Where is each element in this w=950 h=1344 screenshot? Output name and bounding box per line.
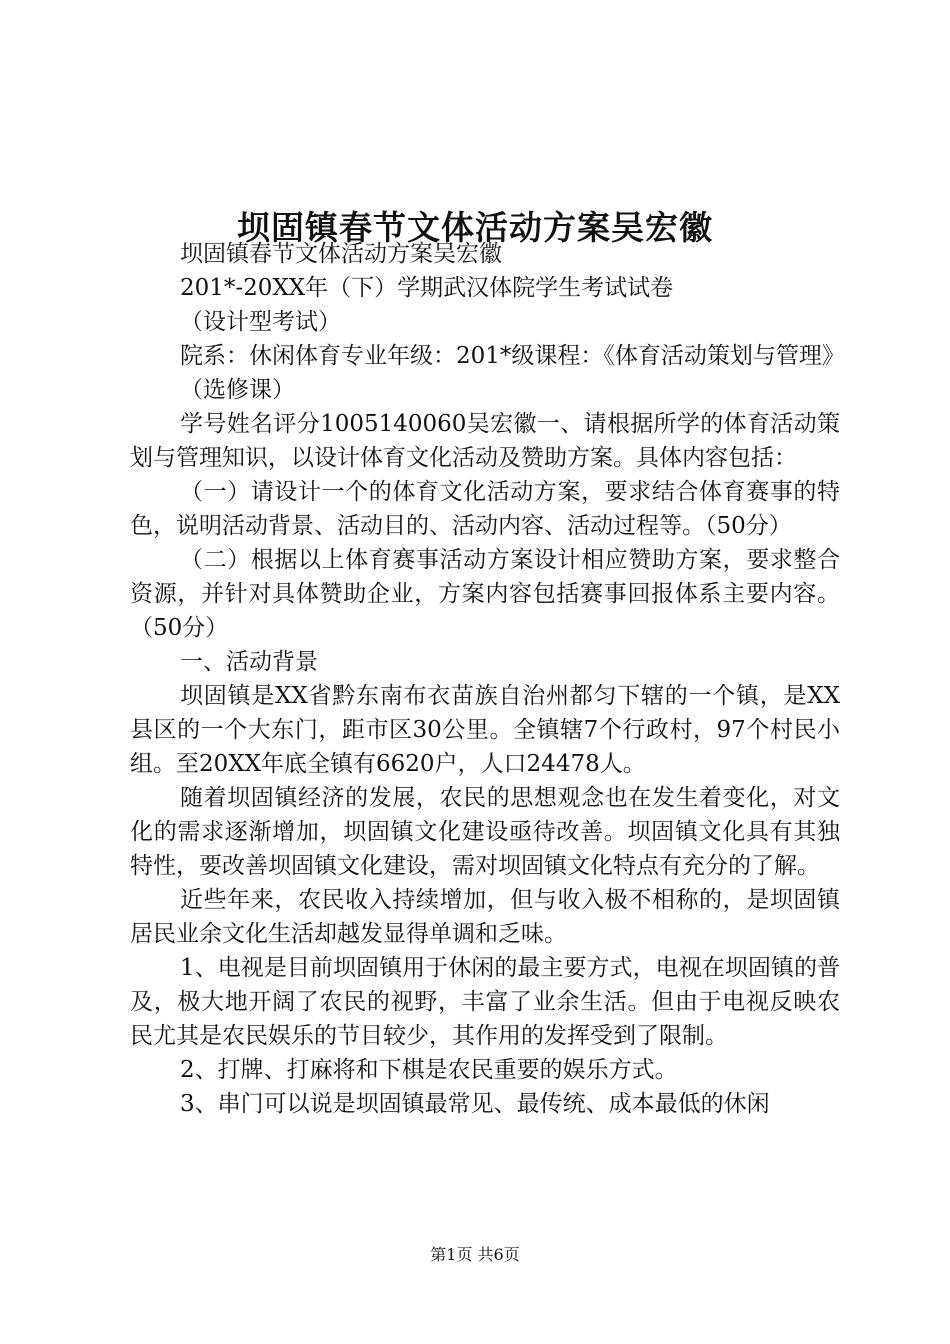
paragraph: 坝固镇春节文体活动方案吴宏徽 [180, 241, 502, 267]
page-number-footer: 第1页 共6页 [430, 1245, 520, 1264]
paragraph: 学号姓名评分1005140060吴宏徽一、请根据所学的体育活动策划与管理知识，以设计体育文化活动及赞助方案。具体内容包括： [130, 411, 840, 471]
paragraph: （设计型考试） [180, 309, 341, 335]
paragraph: 一、活动背景 [180, 649, 318, 675]
paragraph: 201*-20XX年（下）学期武汉体院学生考试试卷 [180, 275, 674, 301]
paragraph: 3、串门可以说是坝固镇最常见、最传统、成本最低的休闲 [180, 1091, 770, 1117]
document-body [130, 237, 845, 1121]
paragraph: 随着坝固镇经济的发展，农民的思想观念也在发生着变化，对文化的需求逐渐增加，坝固镇文化建设亟待改善。坝固镇文化具有其独特性，要改善坝固镇文化建设，需对坝固镇文化特点有充分的了解。 [130, 785, 840, 879]
paragraph: 坝固镇是XX省黔东南布衣苗族自治州都匀下辖的一个镇，是XX县区的一个大东门，距市区30公里。全镇辖7个行政村，97个村民小组。至20XX年底全镇有6620户，人口24478人。 [130, 683, 840, 777]
paragraph: （一）请设计一个的体育文化活动方案，要求结合体育赛事的特色，说明活动背景、活动目的、活动内容、活动过程等。（50分） [130, 479, 840, 539]
paragraph: 2、打牌、打麻将和下棋是农民重要的娱乐方式。 [180, 1057, 678, 1083]
paragraph: 近些年来，农民收入持续增加，但与收入极不相称的，是坝固镇居民业余文化生活却越发显得单调和乏味。 [130, 887, 840, 947]
paragraph: （选修课） [180, 377, 295, 403]
paragraph: 院系：休闲体育专业年级：201*级课程：《体育活动策划与管理》 [180, 343, 845, 369]
document-title: 坝固镇春节文体活动方案吴宏徽 [237, 208, 713, 248]
paragraph: （二）根据以上体育赛事活动方案设计相应赞助方案，要求整合资源，并针对具体赞助企业，方案内容包括赛事回报体系主要内容。（50分） [130, 547, 840, 641]
paragraph: 1、电视是目前坝固镇用于休闲的最主要方式，电视在坝固镇的普及，极大地开阔了农民的视野，丰富了业余生活。但由于电视反映农民尤其是农民娱乐的节目较少，其作用的发挥受到了限制。 [130, 955, 840, 1049]
